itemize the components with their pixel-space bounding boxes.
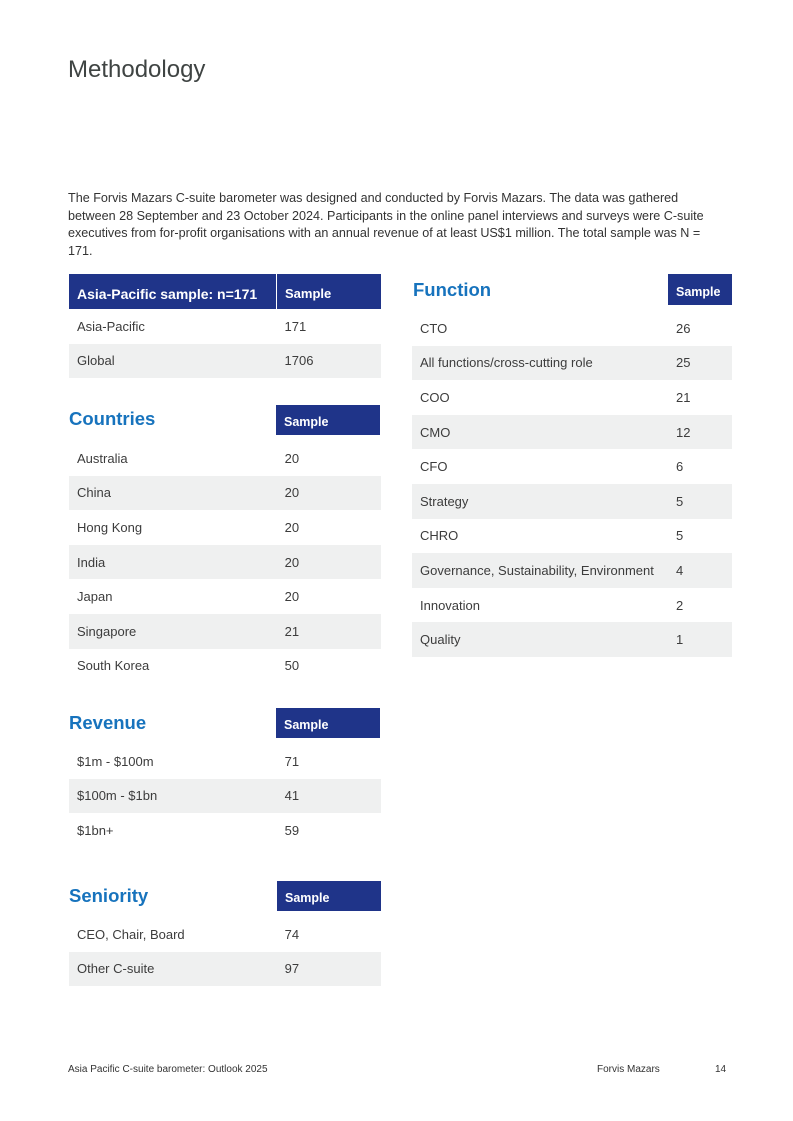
sample-table bbox=[69, 274, 381, 378]
row-label: Asia-Pacific bbox=[77, 318, 145, 334]
countries-title: Countries bbox=[69, 408, 156, 429]
table-row bbox=[69, 649, 381, 684]
table-row bbox=[412, 622, 732, 657]
row-label: Innovation bbox=[420, 597, 480, 613]
row-value: 71 bbox=[284, 753, 300, 769]
row-value: 25 bbox=[668, 346, 732, 381]
table-row bbox=[412, 311, 732, 346]
row-label: South Korea bbox=[77, 658, 150, 674]
row-value: 6 bbox=[676, 459, 684, 475]
row-label: CHRO bbox=[420, 528, 459, 544]
row-value: 21 bbox=[676, 389, 691, 405]
row-value: 21 bbox=[277, 614, 381, 649]
table-row bbox=[69, 545, 381, 580]
row-label: $100m - $1bn bbox=[69, 779, 277, 814]
row-value: 59 bbox=[284, 822, 300, 838]
table-row bbox=[69, 476, 381, 511]
row-value: 5 bbox=[676, 528, 684, 544]
row-label: Global bbox=[69, 344, 277, 379]
page-title: Methodology bbox=[68, 56, 206, 83]
row-label: Other C-suite bbox=[69, 952, 277, 987]
revenue-sample-header: Sample bbox=[276, 708, 380, 738]
row-value: 41 bbox=[277, 779, 381, 814]
table-row bbox=[69, 579, 381, 614]
table-row bbox=[69, 510, 381, 545]
table-row bbox=[412, 519, 732, 554]
row-value: 4 bbox=[668, 553, 732, 588]
table-row bbox=[69, 614, 381, 649]
revenue-table bbox=[69, 744, 381, 848]
sample-column-header: Sample bbox=[277, 274, 382, 309]
row-value: 5 bbox=[668, 484, 732, 519]
function-table bbox=[412, 311, 732, 657]
function-sample-header: Sample bbox=[668, 274, 732, 305]
row-value: 20 bbox=[284, 450, 300, 466]
row-label: Singapore bbox=[69, 614, 277, 649]
footer-document-title: Asia Pacific C-suite barometer: Outlook 2025 bbox=[68, 1064, 268, 1075]
table-row bbox=[69, 441, 381, 476]
table-row bbox=[69, 744, 381, 779]
row-label: COO bbox=[420, 389, 450, 405]
row-label: Hong Kong bbox=[77, 519, 143, 535]
row-label: CFO bbox=[420, 459, 448, 475]
row-label: Strategy bbox=[412, 484, 668, 519]
intro-paragraph: The Forvis Mazars C-suite barometer was designed and conducted by Forvis Mazars. The data was gathered between 28 September and 23 October 2024. Participants in the online panel interviews and surveys were C-suite executives from for-profit organisations with an annual revenue of at least US$1 million. The total sample was N = 171. bbox=[68, 191, 704, 258]
row-label: All functions/cross-cutting role bbox=[412, 346, 668, 381]
row-value: 20 bbox=[277, 476, 381, 511]
row-value: 20 bbox=[277, 545, 381, 580]
table-row bbox=[69, 309, 381, 344]
table-row bbox=[412, 484, 732, 519]
footer-brand: Forvis Mazars bbox=[597, 1064, 660, 1075]
sample-table-header bbox=[69, 274, 381, 309]
seniority-sample-header: Sample bbox=[277, 881, 381, 911]
row-label: India bbox=[69, 545, 277, 580]
row-value: 20 bbox=[284, 589, 300, 605]
countries-table bbox=[69, 441, 381, 683]
row-label: China bbox=[69, 476, 277, 511]
revenue-title: Revenue bbox=[69, 712, 147, 733]
row-value: 1 bbox=[668, 622, 732, 657]
table-row bbox=[412, 449, 732, 484]
row-label: Japan bbox=[77, 589, 113, 605]
table-row bbox=[412, 588, 732, 623]
row-label: Australia bbox=[77, 450, 128, 466]
row-label: Quality bbox=[412, 622, 668, 657]
function-title: Function bbox=[413, 279, 492, 300]
countries-sample-header: Sample bbox=[276, 405, 380, 435]
row-label: CMO bbox=[412, 415, 668, 450]
seniority-title: Seniority bbox=[69, 885, 149, 906]
row-label: $1m - $100m bbox=[77, 753, 154, 769]
table-row bbox=[412, 415, 732, 450]
table-row bbox=[69, 917, 381, 952]
table-row bbox=[69, 952, 381, 987]
row-label: Governance, Sustainability, Environment bbox=[412, 553, 668, 588]
row-value: 74 bbox=[284, 926, 300, 942]
row-label: $1bn+ bbox=[77, 822, 114, 838]
table-row bbox=[412, 553, 732, 588]
table-row bbox=[69, 779, 381, 814]
table-row bbox=[412, 346, 732, 381]
row-value: 97 bbox=[277, 952, 381, 987]
row-value: 171 bbox=[284, 318, 307, 334]
page-number: 14 bbox=[715, 1064, 727, 1075]
row-label: CTO bbox=[420, 320, 448, 336]
table-row bbox=[69, 344, 381, 379]
row-label: CEO, Chair, Board bbox=[77, 926, 185, 942]
row-value: 2 bbox=[676, 597, 684, 613]
row-value: 12 bbox=[668, 415, 732, 450]
table-row bbox=[412, 380, 732, 415]
sample-table-header-label: Asia-Pacific sample: n=171 bbox=[77, 285, 258, 302]
seniority-table bbox=[69, 917, 381, 986]
row-value: 26 bbox=[676, 320, 691, 336]
row-value: 50 bbox=[284, 658, 300, 674]
row-value: 20 bbox=[284, 519, 300, 535]
table-row bbox=[69, 813, 381, 848]
row-value: 1706 bbox=[277, 344, 382, 379]
